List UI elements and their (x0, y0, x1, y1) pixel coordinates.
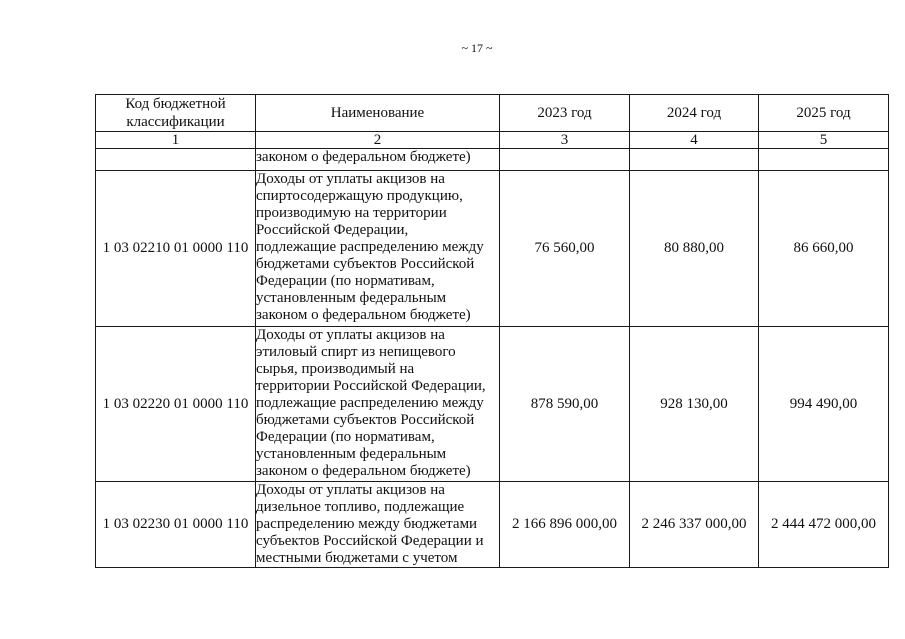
name-line: законом о федеральном бюджете) (256, 307, 471, 323)
value-2023-cell: 76 560,00 (500, 171, 630, 327)
name-line: Федерации (по нормативам, (256, 429, 435, 445)
header-2024-cell: 2024 год (630, 95, 759, 132)
name-line: местными бюджетами с учетом (256, 550, 458, 566)
table-row (96, 171, 889, 327)
name-line: сырья, производимый на (256, 361, 415, 377)
name-line: Доходы от уплаты акцизов на (256, 482, 445, 498)
name-line: установленным федеральным (256, 446, 447, 462)
column-number-cell: 4 (630, 132, 759, 149)
value-2025-cell: 2 444 472 000,00 (759, 482, 889, 568)
budget-table (95, 94, 889, 568)
code-cell: 1 03 02220 01 0000 110 (96, 327, 256, 482)
table-row-continuation (96, 149, 889, 171)
name-line: Федерации (по нормативам, (256, 273, 435, 289)
name-line: спиртосодержащую продукцию, (256, 188, 463, 204)
name-line: распределению между бюджетами (256, 516, 478, 532)
name-line: бюджетами субъектов Российской (256, 412, 475, 428)
name-cell (256, 171, 500, 327)
name-line: дизельное топливо, подлежащие (256, 499, 465, 515)
name-line: территории Российской Федерации, (256, 378, 486, 394)
name-line: производимую на территории (256, 205, 447, 221)
header-code-cell: Код бюджетной классификации (96, 95, 256, 132)
name-line: субъектов Российской Федерации и (256, 533, 484, 549)
value-2024-cell (630, 149, 759, 171)
code-cell: 1 03 02230 01 0000 110 (96, 482, 256, 568)
column-number-row (96, 132, 889, 149)
name-line: Российской Федерации, (256, 222, 409, 238)
value-2025-cell (759, 149, 889, 171)
name-line: бюджетами субъектов Российской (256, 256, 475, 272)
column-number-cell: 1 (96, 132, 256, 149)
code-cell (96, 149, 256, 171)
column-number-cell: 5 (759, 132, 889, 149)
value-2023-cell: 878 590,00 (500, 327, 630, 482)
name-cell (256, 149, 500, 171)
value-2024-cell: 2 246 337 000,00 (630, 482, 759, 568)
name-line: установленным федеральным (256, 290, 447, 306)
header-2023-cell: 2023 год (500, 95, 630, 132)
table-row (96, 327, 889, 482)
name-line: Доходы от уплаты акцизов на (256, 327, 445, 343)
value-2025-cell: 86 660,00 (759, 171, 889, 327)
table-row (96, 482, 889, 568)
name-cell (256, 327, 500, 482)
name-line: подлежащие распределению между (256, 395, 484, 411)
name-line: этиловый спирт из непищевого (256, 344, 456, 360)
value-2024-cell: 80 880,00 (630, 171, 759, 327)
header-2025-cell: 2025 год (759, 95, 889, 132)
code-cell: 1 03 02210 01 0000 110 (96, 171, 256, 327)
name-line: подлежащие распределению между (256, 239, 484, 255)
value-2025-cell: 994 490,00 (759, 327, 889, 482)
name-line: законом о федеральном бюджете) (256, 149, 471, 165)
column-number-cell: 2 (256, 132, 500, 149)
header-row (96, 95, 889, 132)
page-number: ~ 17 ~ (461, 41, 493, 55)
name-line: Доходы от уплаты акцизов на (256, 171, 445, 187)
value-2023-cell (500, 149, 630, 171)
value-2023-cell: 2 166 896 000,00 (500, 482, 630, 568)
name-line: законом о федеральном бюджете) (256, 463, 471, 479)
header-name-cell: Наименование (256, 95, 500, 132)
column-number-cell: 3 (500, 132, 630, 149)
name-cell (256, 482, 500, 568)
value-2024-cell: 928 130,00 (630, 327, 759, 482)
